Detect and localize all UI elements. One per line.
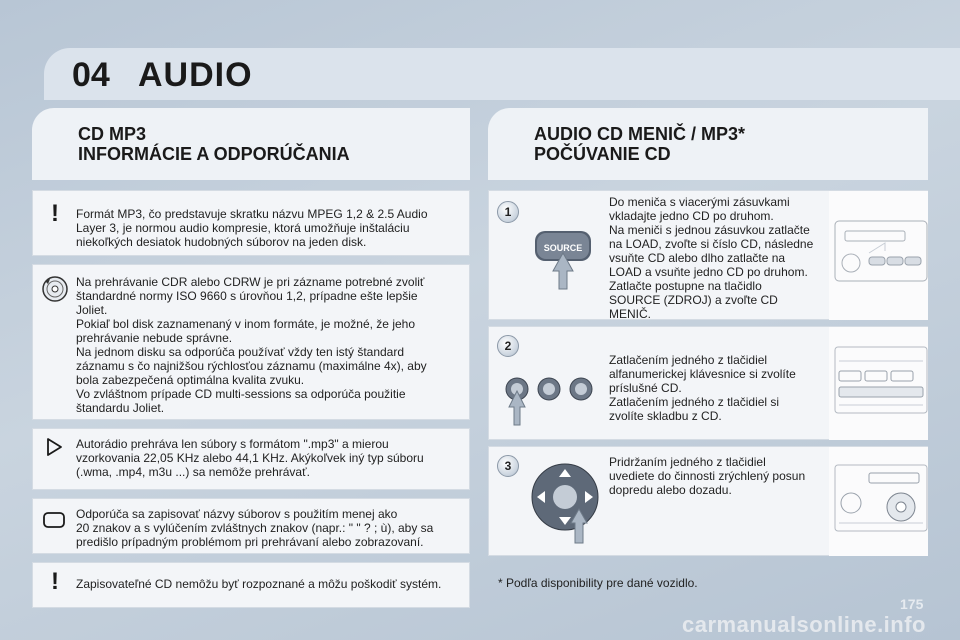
- warning-exclamation-icon: [43, 199, 67, 225]
- rounded-rectangle-icon: [42, 511, 66, 529]
- source-button-label: SOURCE: [543, 243, 583, 253]
- step-number-badge: 3: [497, 455, 519, 477]
- info-box-cd-standards: [32, 264, 470, 420]
- right-header-line2: POČÚVANIE CD: [534, 144, 671, 164]
- right-section-header: [488, 108, 928, 180]
- info-text-mp3-format: Formát MP3, čo predstavuje skratku názvu MPEG 1,2 & 2.5 Audio Layer 3, je normou audio kompresie, ktorá umožňuje inštaláciu niekoľkých desiatok hudobných súborov na jeden disk.: [76, 207, 428, 249]
- info-text-writable-cd: Zapisovateľné CD nemôžu byť rozpoznané a môžu poškodiť systém.: [76, 577, 442, 591]
- keypad-panel-illustration: [829, 327, 928, 440]
- svg-text:!: !: [51, 200, 59, 225]
- info-box-file-format: [32, 428, 470, 490]
- step-2-text: Zatlačením jedného z tlačidiel alfanumerickej klávesnice si zvolíte príslušné CD. Zatlačením jedného z tlačidiel si zvolíte skladbu z CD.: [609, 353, 796, 423]
- direction-pad-illustration: [529, 461, 601, 545]
- info-box-file-names: [32, 498, 470, 554]
- info-box-mp3-format: [32, 190, 470, 256]
- step-number-badge: 2: [497, 335, 519, 357]
- left-header-line2: INFORMÁCIE A ODPORÚČANIA: [78, 144, 350, 164]
- source-button-illustration: [533, 227, 593, 291]
- step-2-panel: [488, 326, 928, 440]
- radio-panel-illustration: [829, 191, 928, 320]
- step-number-badge: 1: [497, 201, 519, 223]
- footnote: * Podľa disponibility pre dané vozidlo.: [498, 576, 698, 590]
- chapter-title: AUDIO: [138, 56, 253, 94]
- numeric-keys-illustration: [503, 367, 599, 427]
- step-3-panel: [488, 446, 928, 556]
- step-1-panel: [488, 190, 928, 320]
- info-text-file-format: Autorádio prehráva len súbory s formátom ".mp3" a mierou vzorkovania 22,05 KHz alebo 44,1 KHz. Akýkoľvek iný typ súboru (.wma, .mp4, m3u ...) sa nemôže prehrávať.: [76, 437, 424, 479]
- right-header-line1: AUDIO CD MENIČ / MP3*: [534, 124, 746, 144]
- page-number: 175: [900, 596, 924, 612]
- play-triangle-icon: [44, 437, 64, 457]
- left-header-line1: CD MP3: [78, 124, 147, 144]
- controls-panel-illustration: [829, 447, 928, 556]
- info-text-file-names: Odporúča sa zapisovať názvy súborov s použitím menej ako 20 znakov a s vylúčením zvláštnych znakov (napr.: " " ? ; ù), aby sa predišlo prípadným problémom pri prehrávaní alebo zobrazovaní.: [76, 507, 434, 549]
- chapter-number: 04: [72, 56, 110, 94]
- step-3-text: Pridržaním jedného z tlačidiel uvediete do činnosti zrýchlený posun dopredu alebo dozadu.: [609, 455, 806, 497]
- svg-text:!: !: [51, 568, 59, 593]
- watermark: carmanualsonline.info: [682, 612, 926, 637]
- info-text-cd-standards: Na prehrávanie CDR alebo CDRW je pri zázname potrebné zvoliť štandardné normy ISO 9660 s úrovňou 1,2, prípadne ešte lepšie Joliet. Pokiaľ bol disk zaznamenaný v inom formáte, je možné, že jeho prehrávanie nebude správne. Na jednom disku sa odporúča používať vždy ten istý štandard záznamu s čo najnižšou rýchlosťou záznamu (maximálne 4x), aby bola zabezpečená optimálna kvalita zvuku. Vo zvláštnom prípade CD multi-sessions sa odporúča použitie štandardu Joliet.: [76, 275, 427, 415]
- left-section-header: [32, 108, 470, 180]
- disc-icon: [41, 275, 69, 303]
- step-1-text: Do meniča s viacerými zásuvkami vkladajte jedno CD po druhom. Na meniči s jednou zásuvkou zatlačte na LOAD, zvoľte si číslo CD, následne vsuňte CD alebo dlho zatlačte na LOAD a vsuňte jedno CD po druhom. Zatlačte postupne na tlačidlo SOURCE (ZDROJ) a zvoľte CD MENIČ.: [609, 195, 814, 321]
- warning-exclamation-icon: [43, 567, 67, 593]
- info-box-writable-cd: [32, 562, 470, 608]
